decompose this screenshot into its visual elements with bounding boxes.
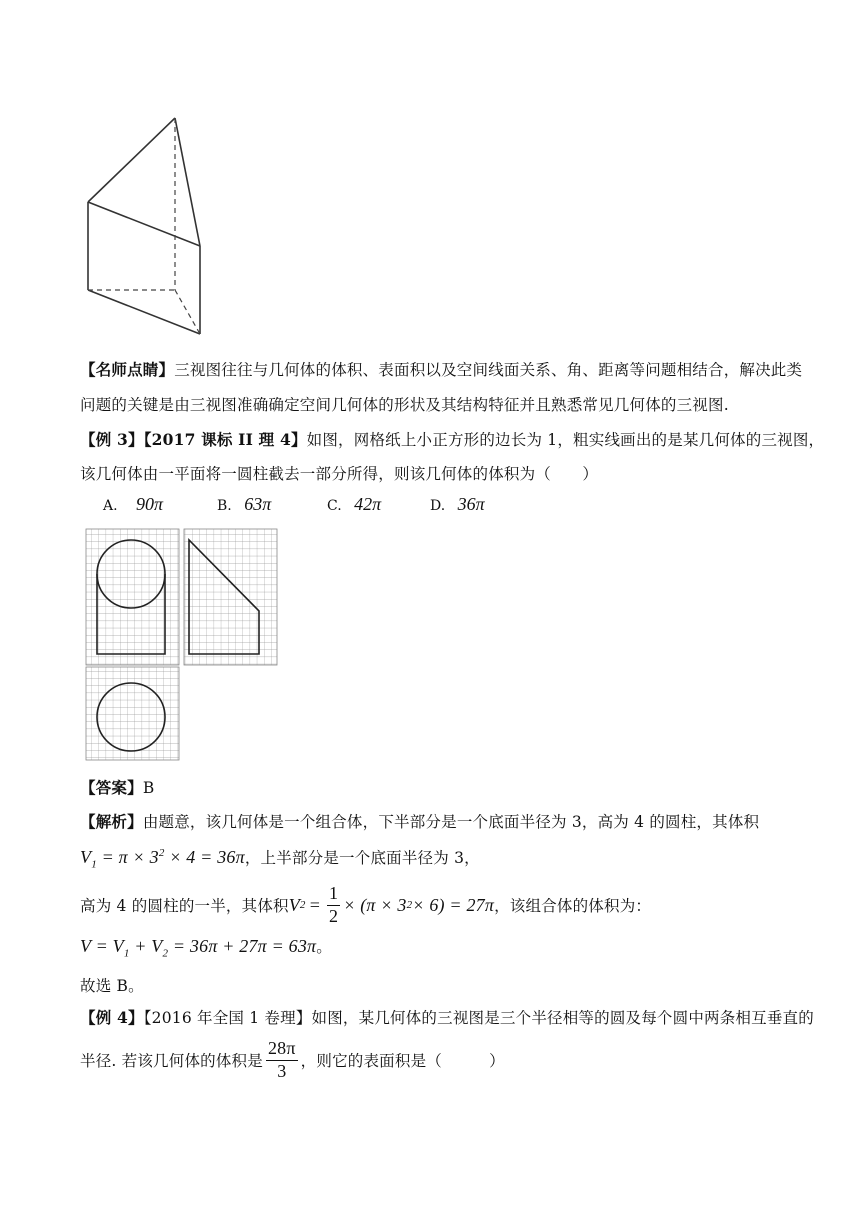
analysis-line-2 bbox=[80, 846, 480, 871]
answer-value: B bbox=[142, 779, 155, 797]
option-b-label: B. bbox=[217, 498, 232, 514]
option-a[interactable] bbox=[103, 494, 163, 515]
tip-line-2 bbox=[80, 393, 729, 415]
example3-source: 【2017 课标 II 理 4】 bbox=[143, 430, 307, 449]
option-c-label: C. bbox=[327, 498, 342, 514]
analysis-line-4 bbox=[80, 935, 332, 960]
analysis-text-3-pre: 高为 4 的圆柱的一半，其体积 bbox=[80, 897, 289, 915]
analysis-text-3-post: ，该组合体的体积为： bbox=[494, 897, 652, 915]
analysis-text-2: ，上半部分是一个底面半径为 3， bbox=[244, 849, 480, 867]
example4-source: 【2016 年全国 1 卷理】 bbox=[143, 1009, 312, 1027]
eq2: V 2 = $\frac{1}{2}$ × (π × 3 2 × 6) = 27π bbox=[288, 882, 495, 926]
tip-text-2: 问题的关键是由三视图准确确定空间几何体的形状及其结构特征并且熟悉常见几何体的三视图. bbox=[80, 396, 729, 414]
analysis-end: 。 bbox=[316, 938, 332, 956]
option-a-label: A. bbox=[103, 498, 118, 514]
conclusion-text: 故选 B。 bbox=[80, 977, 144, 995]
option-d-label: D. bbox=[430, 498, 446, 514]
eq2-fraction: $\frac{1}{2}$ bbox=[328, 882, 339, 926]
analysis-tag: 【解析】 bbox=[80, 812, 143, 831]
example4-text-2-pre: 半径. 若该几何体的体积是 bbox=[80, 1052, 263, 1070]
answer-tag: 【答案】 bbox=[80, 778, 143, 797]
analysis-text-1: 由题意，该几何体是一个组合体，下半部分是一个底面半径为 3，高为 4 的圆柱，其体积 bbox=[142, 813, 760, 831]
option-d-value: 36π bbox=[457, 494, 485, 514]
example4-text-1: 如图，某几何体的三视图是三个半径相等的圆及每个圆中两条相互垂直的 bbox=[311, 1009, 814, 1027]
example4-text-2-post: ，则它的表面积是（ ） bbox=[300, 1052, 505, 1070]
example4-tag: 【例 4】 bbox=[80, 1008, 144, 1027]
example3-text-2: 该几何体由一平面将一圆柱截去一部分所得，则该几何体的体积为（ ） bbox=[80, 465, 599, 483]
analysis-line-3 bbox=[80, 880, 651, 930]
option-c[interactable] bbox=[327, 494, 381, 515]
example4-line-2 bbox=[80, 1036, 505, 1084]
example3-line-1 bbox=[80, 428, 824, 450]
example4-fraction: $\frac{28\pi}{3}$ bbox=[267, 1037, 296, 1081]
option-b[interactable] bbox=[217, 494, 271, 515]
option-b-value: 63π bbox=[244, 494, 272, 514]
analysis-conclusion bbox=[80, 974, 144, 996]
option-c-value: 42π bbox=[354, 494, 382, 514]
eq3: $V = V_1 + V_2 = 36\pi + 27\pi = 63\pi$ bbox=[80, 936, 317, 960]
example3-tag: 【例 3】 bbox=[80, 430, 144, 449]
example3-line-2 bbox=[80, 462, 598, 484]
tip-line-1 bbox=[80, 358, 802, 380]
analysis-line-1 bbox=[80, 810, 759, 832]
three-view-figure bbox=[84, 527, 284, 763]
option-a-value: 90π bbox=[136, 494, 164, 514]
tip-tag: 【名师点睛】 bbox=[80, 360, 175, 379]
answer-line bbox=[80, 776, 154, 798]
example3-text-1: 如图，网格纸上小正方形的边长为 1，粗实线画出的是某几何体的三视图， bbox=[306, 431, 825, 449]
option-d[interactable] bbox=[430, 494, 485, 515]
prism-figure bbox=[80, 110, 220, 340]
example4-line-1 bbox=[80, 1006, 814, 1028]
tip-text-1: 三视图往往与几何体的体积、表面积以及空间线面关系、角、距离等问题相结合，解决此类 bbox=[174, 361, 803, 379]
eq1: $V_1 = \pi \times 3^2 \times 4 = 36\pi$ bbox=[80, 847, 245, 871]
